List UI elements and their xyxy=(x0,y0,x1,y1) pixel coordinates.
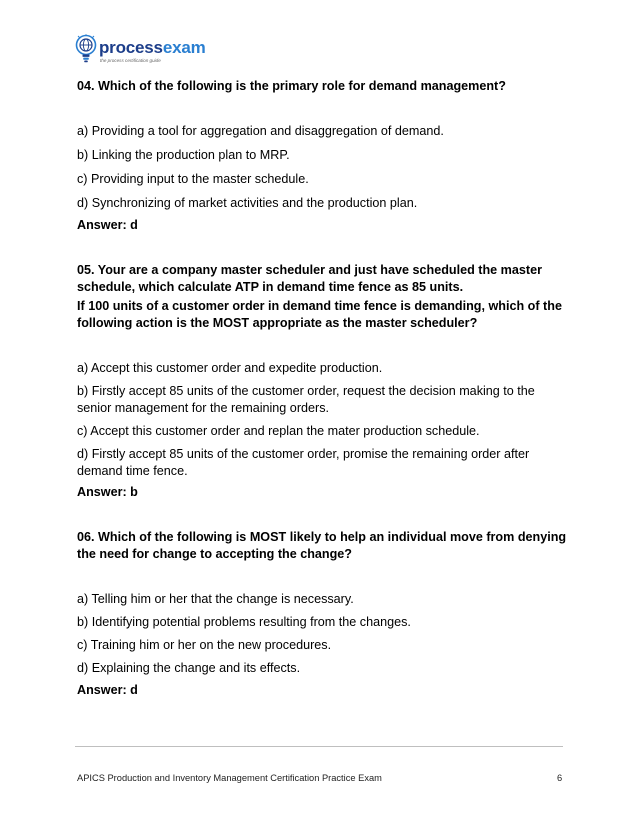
question-04-option-b: b) Linking the production plan to MRP. xyxy=(77,148,290,162)
lightbulb-globe-icon xyxy=(75,34,97,64)
question-06-option-a: a) Telling him or her that the change is necessary. xyxy=(77,592,354,606)
question-04-option-a: a) Providing a tool for aggregation and disaggregation of demand. xyxy=(77,124,444,138)
logo-word-part2: exam xyxy=(162,38,206,57)
question-04-answer: Answer: d xyxy=(77,218,138,232)
question-06-option-d: d) Explaining the change and its effects. xyxy=(77,661,301,675)
question-05-option-a: a) Accept this customer order and expedite production. xyxy=(77,361,383,375)
question-06-answer: Answer: d xyxy=(77,683,138,697)
logo-word-part1: process xyxy=(99,38,163,57)
question-04-option-c: c) Providing input to the master schedule. xyxy=(77,172,309,186)
logo-wordmark xyxy=(99,38,206,58)
page-number: 6 xyxy=(557,773,563,783)
question-05-option-d: d) Firstly accept 85 units of the customer order, promise the remaining order after demand time fence. xyxy=(77,447,530,478)
question-06: 06. Which of the following is MOST likely to help an individual move from denying the need for change to accepting the change? xyxy=(77,530,567,561)
question-06-option-b: b) Identifying potential problems resulting from the changes. xyxy=(77,615,411,629)
footer-title: APICS Production and Inventory Management Certification Practice Exam xyxy=(77,773,382,783)
question-05: 05. Your are a company master scheduler and just have scheduled the master schedule, which calculate ATP in demand time fence as 85 units. xyxy=(77,263,542,294)
question-04-option-d: d) Synchronizing of market activities and the production plan. xyxy=(77,196,418,210)
question-content xyxy=(77,78,567,699)
footer-divider xyxy=(75,746,563,747)
logo-tagline: the process certification guide xyxy=(100,58,161,63)
question-06-option-c: c) Training him or her on the new procedures. xyxy=(77,638,332,652)
question-05-part2: If 100 units of a customer order in demand time fence is demanding, which of the following action is the MOST appropriate as the master scheduler? xyxy=(77,299,562,330)
question-04: 04. Which of the following is the primary role for demand management? xyxy=(77,79,506,93)
question-05-option-c: c) Accept this customer order and replan the mater production schedule. xyxy=(77,424,480,438)
question-05-option-b: b) Firstly accept 85 units of the customer order, request the decision making to the senior management for the remaining orders. xyxy=(77,384,535,415)
question-05-answer: Answer: b xyxy=(77,485,138,499)
